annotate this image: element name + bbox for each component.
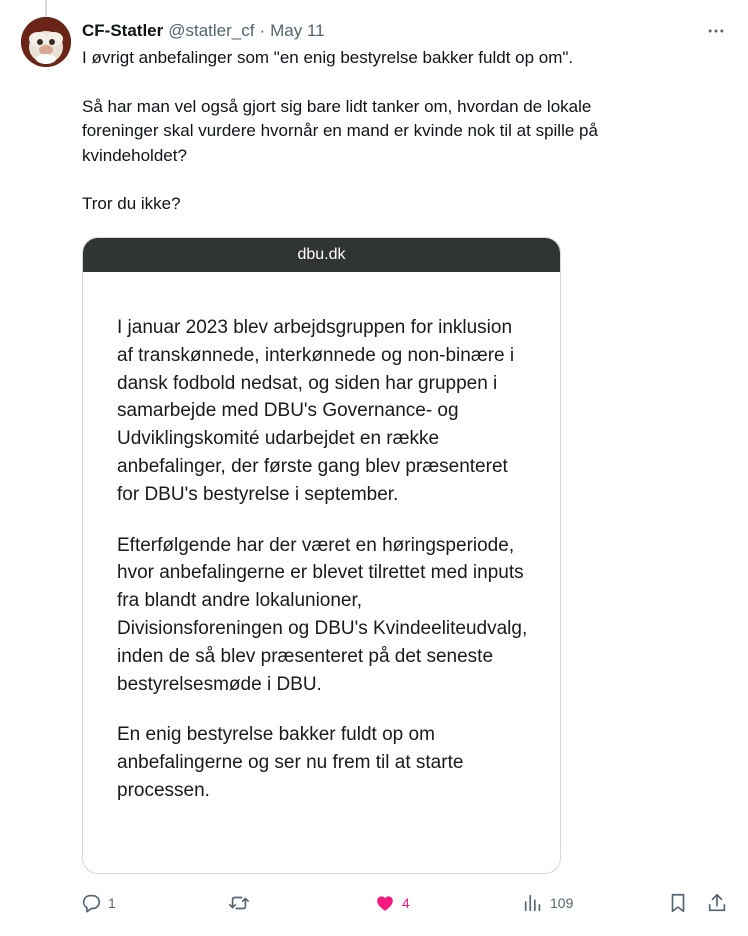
like-count: 4 bbox=[402, 895, 410, 911]
views-count: 109 bbox=[550, 895, 574, 911]
card-domain-bar bbox=[83, 238, 560, 272]
header-separator: · bbox=[259, 21, 266, 40]
share-button[interactable] bbox=[706, 890, 728, 916]
like-button[interactable] bbox=[374, 890, 410, 916]
heart-filled-icon bbox=[374, 892, 396, 914]
attached-image-card[interactable] bbox=[82, 237, 561, 874]
bookmark-icon bbox=[667, 892, 689, 914]
retweet-icon bbox=[228, 892, 250, 914]
card-body bbox=[83, 272, 560, 805]
views-button[interactable] bbox=[522, 890, 573, 916]
avatar[interactable] bbox=[21, 17, 71, 67]
author-handle[interactable]: @statler_cf bbox=[168, 21, 255, 40]
card-domain: dbu.dk bbox=[297, 246, 346, 263]
more-dots-icon bbox=[706, 21, 726, 41]
thread-connector-line bbox=[45, 0, 47, 18]
reply-icon bbox=[80, 892, 102, 914]
reply-count: 1 bbox=[108, 895, 116, 911]
bookmark-button[interactable] bbox=[667, 890, 689, 916]
avatar-image bbox=[21, 17, 71, 67]
retweet-button[interactable] bbox=[228, 890, 256, 916]
tweet-paragraph: Så har man vel også gjort sig bare lidt tanker om, hvordan de lokale foreninger skal vurdere hvornår en mand er kvinde nok til at spille på kvindeholdet? bbox=[82, 96, 598, 165]
share-icon bbox=[706, 892, 728, 914]
views-bar-chart-icon bbox=[522, 892, 544, 914]
more-options-button[interactable] bbox=[704, 20, 728, 42]
tweet-paragraph: I øvrigt anbefalinger som "en enig bestyrelse bakker fuldt op om". bbox=[82, 48, 574, 67]
card-paragraph: En enig bestyrelse bakker fuldt op om anbefalingerne og ser nu frem til at starte processen. bbox=[117, 724, 464, 801]
card-paragraph: I januar 2023 blev arbejdsgruppen for inklusion af transkønnede, interkønnede og non-binære i dansk fodbold nedsat, og siden har gruppen i samarbejde med DBU's Governance- og Udviklingskomité udarbejdet en række anbefalinger, der første gang blev præsenteret for DBU's bestyrelse i september. bbox=[117, 317, 515, 505]
card-paragraph: Efterfølgende har der været en høringsperiode, hvor anbefalingerne er blevet tilrettet med inputs fra blandt andre lokalunioner, Divisionsforeningen og DBU's Kvindeeliteudvalg, inden de så blev præsenteret på det seneste bestyrelsesmøde i DBU. bbox=[117, 534, 528, 695]
author-name[interactable]: CF-Statler bbox=[82, 21, 164, 40]
tweet-text bbox=[82, 46, 722, 217]
tweet-date[interactable]: May 11 bbox=[270, 21, 325, 40]
reply-button[interactable] bbox=[80, 890, 116, 916]
tweet-actions bbox=[80, 890, 732, 916]
tweet-header bbox=[82, 20, 728, 42]
tweet-paragraph: Tror du ikke? bbox=[82, 194, 181, 213]
